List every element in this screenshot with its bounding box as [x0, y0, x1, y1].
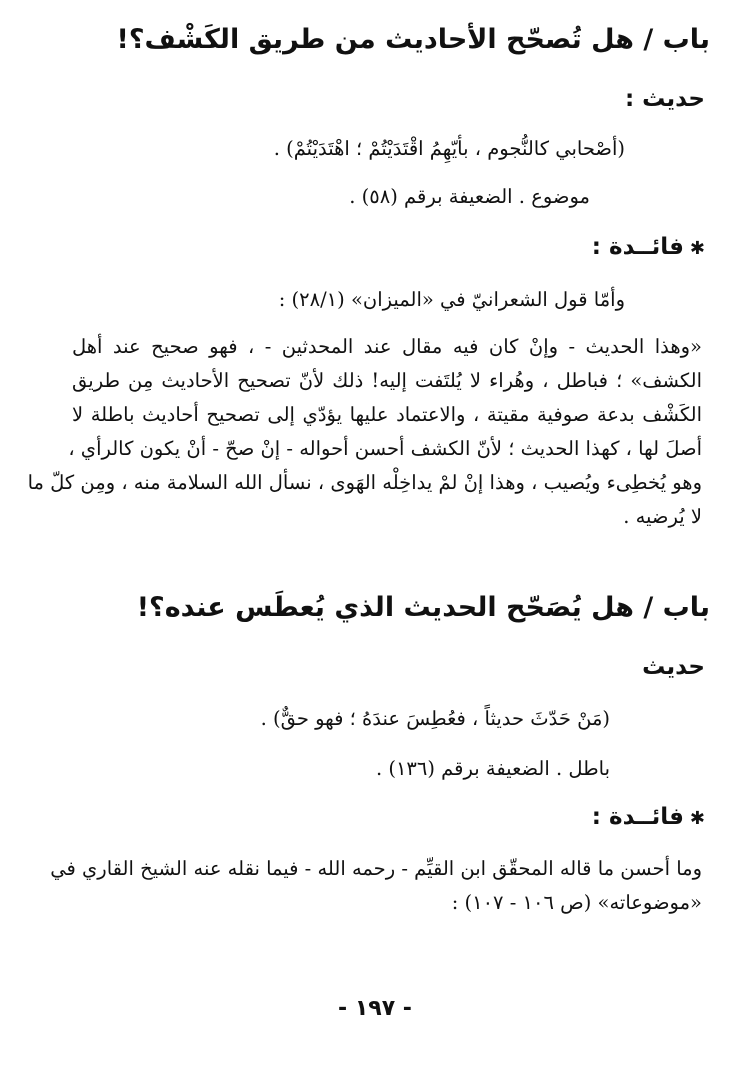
benefit-label: فائــدة : [591, 804, 684, 830]
benefit-label: فائــدة : [591, 234, 684, 260]
commentary-paragraph [50, 852, 702, 920]
hadith-label: حديث : [624, 86, 705, 112]
paragraph-line: وما أحسن ما قاله المحقّق ابن القيِّم - رحمه الله - فيما نقله عنه الشيخ القاري في [50, 857, 702, 880]
hadith-text: (أصْحابي كالنُّجوم ، بأيّهِمُ اقْتَدَيْتُمْ ؛ اهْتَدَيْتُمْ) . [273, 137, 625, 160]
hadith-grade: موضوع . الضعيفة برقم (٥٨) . [349, 185, 590, 208]
hadith-text: (مَنْ حَدّثَ حديثاً ، فعُطِسَ عندَهُ ؛ فهو حقٌّ) . [260, 707, 610, 730]
paragraph-line: وهو يُخطِىء ويُصيب ، وهذا إنْ لمْ يداخِلْه الهَوى ، نسأل الله السلامة منه ، ومِن كلّ ما [27, 471, 702, 494]
paragraph-line: الكَشْف بدعة صوفية مقيتة ، والاعتماد عليها يؤدّي إلى تصحيح أحاديث باطلة لا [72, 403, 702, 426]
paragraph-line: لا يُرضيه . [623, 505, 702, 528]
hadith-label: حديث [642, 654, 705, 680]
paragraph-line: «موضوعاته» (ص ١٠٦ - ١٠٧) : [451, 891, 702, 914]
benefit-heading [592, 802, 705, 834]
paragraph-line: «وهذا الحديث - وإنْ كان فيه مقال عند المحدثين - ، فهو صحيح عند أهل [72, 335, 702, 358]
hadith-grade: باطل . الضعيفة برقم (١٣٦) . [375, 757, 610, 780]
asterisk-icon: ✱ [689, 808, 705, 829]
paragraph-line: أصلَ لها ، كهذا الحديث ؛ لأنّ الكشف أحسن أحواله - إنْ صحّ - أنْ يكون كالرأي ، [68, 437, 702, 460]
page-number: - ١٩٧ - [338, 996, 412, 1021]
paragraph-line: الكشف» ؛ فباطل ، وهُراء لا يُلتَفت إليه! ذلك لأنّ تصحيح الأحاديث مِن طريق [72, 369, 702, 392]
chapter-heading-sneeze: باب / هل يُصَحّح الحديث الذي يُعطَس عنده؟! [136, 592, 710, 623]
asterisk-icon: ✱ [689, 238, 705, 259]
chapter-heading-kashf: باب / هل تُصحّح الأحاديث من طريق الكَشْف؟! [116, 24, 710, 55]
quote-intro: وأمّا قول الشعرانيّ في «الميزان» (٢٨/١) : [278, 288, 625, 311]
benefit-heading [592, 232, 705, 264]
commentary-paragraph [27, 330, 702, 534]
